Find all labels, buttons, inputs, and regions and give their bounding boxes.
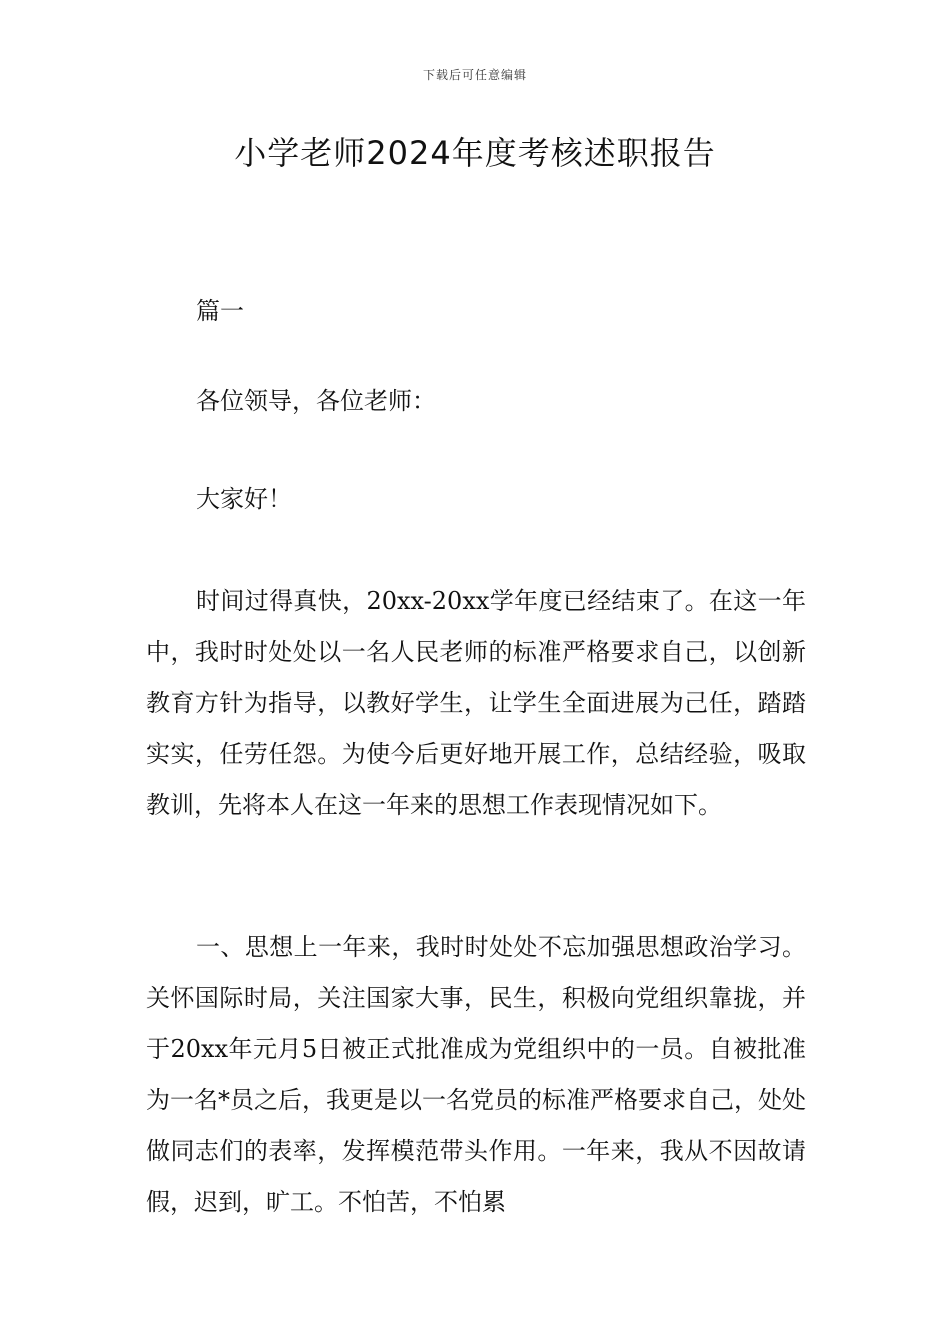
- greeting-paragraph: 大家好！: [196, 485, 292, 513]
- salutation-paragraph: 各位领导，各位老师：: [196, 387, 436, 415]
- body-paragraph-intro: 时间过得真快，20xx-20xx学年度已经结束了。在这一年中，我时时处处以一名人民老师的标准严格要求自己，以创新教育方针为指导，以教好学生，让学生全面进展为己任，踏踏实实，任劳任怨。为使今后更好地开展工作，总结经验，吸取教训，先将本人在这一年来的思想工作表现情况如下。: [146, 587, 806, 819]
- header-note: 下载后可任意编辑: [422, 68, 527, 82]
- document-title: 小学老师2024年度考核述职报告: [234, 134, 716, 172]
- body-paragraph-thought: 一、思想上一年来，我时时处处不忘加强思想政治学习。关怀国际时局，关注国家大事，民生，积极向党组织靠拢，并于20xx年元月5日被正式批准成为党组织中的一员。自被批准为一名*员之后，我更是以一名党员的标准严格要求自己，处处做同志们的表率，发挥模范带头作用。一年来，我从不因故请假，迟到，旷工。不怕苦，不怕累: [146, 933, 806, 1216]
- section-heading: 篇一: [196, 297, 244, 325]
